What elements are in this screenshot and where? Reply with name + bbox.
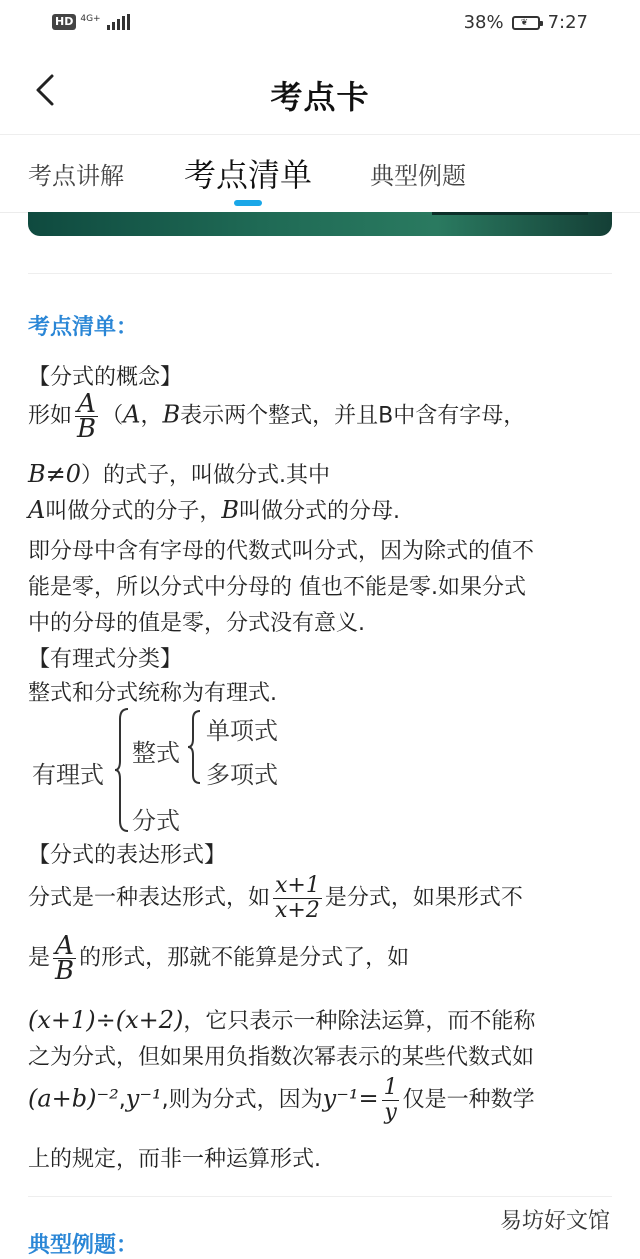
divider	[28, 273, 612, 274]
paragraph-line: (x+1)÷(x+2)，它只表示一种除法运算，而不能称	[28, 1006, 536, 1034]
paragraph-line: 分式是一种表达形式，如 $\frac{x+1}{x+2}$ 是分式，如果形式不	[28, 873, 523, 923]
brace-icon	[114, 707, 130, 833]
status-left	[52, 14, 130, 30]
page-title: 考点卡	[270, 78, 370, 116]
fraction: $\frac{1}{y}$	[383, 1075, 398, 1125]
tree-node-danxiang: 单项式	[206, 717, 278, 745]
status-bar	[0, 0, 640, 48]
tab-explanation[interactable]: 考点讲解	[28, 162, 124, 190]
paragraph-line: (a+b)⁻²,y⁻¹,则为分式，因为y⁻¹= $\frac{1}{y}$ 仅是一种数学	[28, 1075, 535, 1125]
tree-root: 有理式	[32, 761, 104, 789]
heading-classification: 【有理式分类】	[28, 647, 183, 672]
tab-bar	[0, 134, 640, 213]
battery-leaf-icon: ❦	[512, 16, 540, 30]
battery-percent: 38%	[463, 12, 504, 33]
brace-icon	[186, 709, 202, 785]
fraction: $\frac{x+1}{x+2}$	[275, 873, 320, 923]
fraction: $\frac{A}{B}$	[77, 389, 97, 444]
paragraph-line: 能是零，所以分式中分母的 值也不能是零.如果分式	[28, 575, 526, 600]
active-tab-indicator	[234, 200, 262, 206]
tree-node-zhengshi: 整式	[132, 739, 180, 767]
next-section-title: 典型例题：	[28, 1233, 139, 1258]
divider	[28, 1196, 612, 1197]
status-right	[464, 12, 588, 33]
tab-checklist[interactable]: 考点清单	[184, 156, 313, 194]
paragraph-line: 即分母中含有字母的代数式叫分式，因为除式的值不	[28, 539, 535, 564]
fraction: $\frac{A}{B}$	[55, 931, 75, 986]
paragraph-line: A叫做分式的分子，B叫做分式的分母.	[28, 496, 400, 524]
paragraph-line: 形如 $\frac{A}{B}$ （A，B表示两个整式，并且B中含有字母，	[28, 389, 526, 444]
watermark-text: 易坊好文馆	[498, 1204, 612, 1235]
status-time: 7:27	[547, 12, 588, 33]
title-bar	[0, 48, 640, 135]
heading-form: 【分式的表达形式】	[28, 843, 227, 868]
hd-badge: HD	[52, 14, 76, 30]
classification-tree	[28, 705, 328, 835]
tab-examples[interactable]: 典型例题	[370, 162, 466, 190]
paragraph-line: 上的规定，而非一种运算形式.	[28, 1147, 321, 1172]
signal-strength-icon	[107, 14, 130, 30]
heading-concept: 【分式的概念】	[28, 365, 183, 390]
tree-node-duoxiang: 多项式	[206, 761, 278, 789]
banner-image	[28, 212, 612, 236]
paragraph-line: 中的分母的值是零，分式没有意义.	[28, 611, 365, 636]
network-type-label: 4G+	[80, 14, 101, 24]
paragraph-line: 是 $\frac{A}{B}$ 的形式，那就不能算是分式了，如	[28, 931, 410, 986]
paragraph-line: 整式和分式统称为有理式.	[28, 681, 277, 706]
tree-node-fenshi: 分式	[132, 807, 180, 835]
paragraph-line: 之为分式，但如果用负指数次幂表示的某些代数式如	[28, 1045, 535, 1070]
section-title: 考点清单：	[28, 315, 139, 340]
paragraph-line: B≠0）的式子，叫做分式.其中	[28, 460, 331, 488]
